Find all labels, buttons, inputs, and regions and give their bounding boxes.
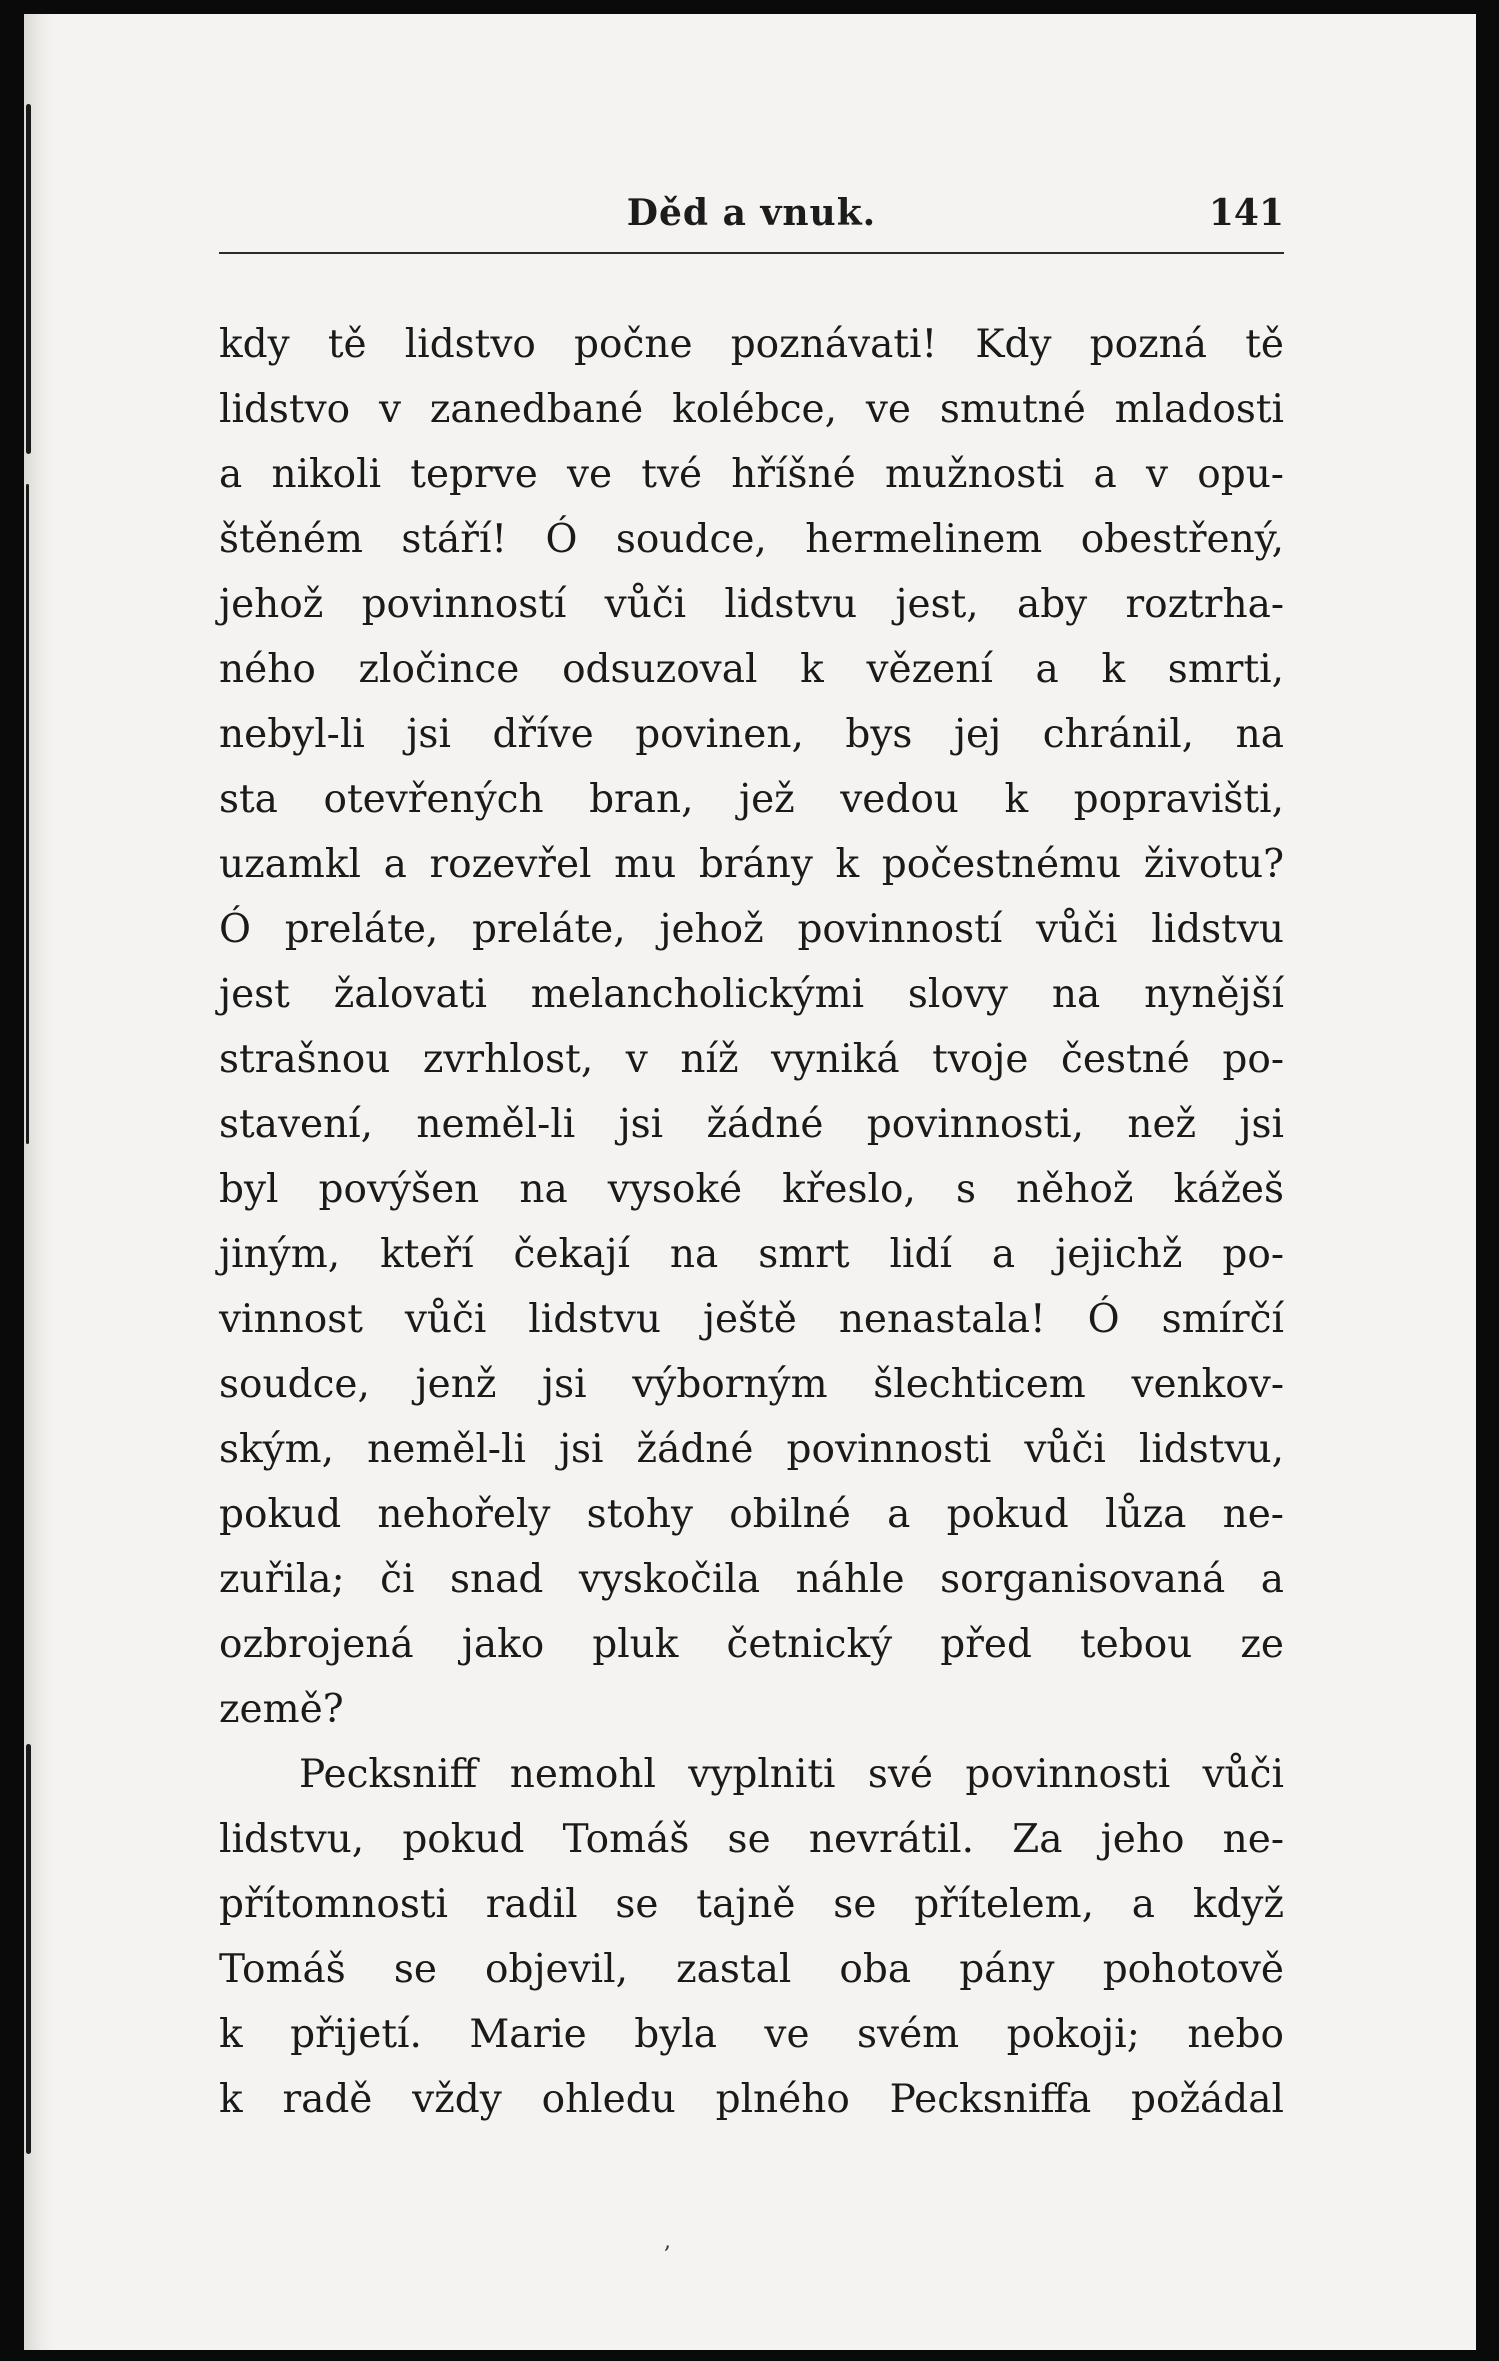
- text-line: jiným, kteří čekají na smrt lidí a jejichž po-: [219, 1232, 1284, 1277]
- stray-ink-mark: ,: [664, 2229, 671, 2254]
- page-number: 141: [1208, 192, 1284, 234]
- text-line: k přijetí. Marie byla ve svém pokoji; nebo: [219, 2012, 1284, 2057]
- text-line: Ó preláte, preláte, jehož povinností vůči lidstvu: [219, 907, 1284, 952]
- text-line: ským, neměl-li jsi žádné povinnosti vůči lidstvu,: [219, 1427, 1284, 1472]
- text-line: vinnost vůči lidstvu ještě nenastala! Ó smírčí: [219, 1297, 1284, 1342]
- text-line: sta otevřených bran, jež vedou k popravišti,: [219, 777, 1284, 822]
- paragraph: [219, 1742, 1284, 2132]
- text-line: jest žalovati melancholickými slovy na nynější: [219, 972, 1284, 1017]
- text-line: strašnou zvrhlost, v níž vyniká tvoje čestné po-: [219, 1037, 1284, 1082]
- text-line: a nikoli teprve ve tvé hříšné mužnosti a v opu-: [219, 452, 1284, 497]
- paragraph: [219, 312, 1284, 1742]
- body-text: [219, 312, 1284, 2132]
- text-line: ného zločince odsuzoval k vězení a k smrti,: [219, 647, 1284, 692]
- text-line: kdy tě lidstvo počne poznávati! Kdy pozná tě: [219, 322, 1284, 367]
- gutter-binding-mark: [26, 104, 31, 454]
- text-line: zuřila; či snad vyskočila náhle sorganisovaná a: [219, 1557, 1284, 1602]
- text-line: uzamkl a rozevřel mu brány k počestnému životu?: [219, 842, 1284, 887]
- gutter-binding-mark: [26, 1744, 31, 2154]
- text-line: Pecksniff nemohl vyplniti své povinnosti vůči: [299, 1752, 1284, 1797]
- text-line: Tomáš se objevil, zastal oba pány pohotově: [219, 1947, 1284, 1992]
- text-line: pokud nehořely stohy obilné a pokud lůza ne-: [219, 1492, 1284, 1537]
- text-line: soudce, jenž jsi výborným šlechticem venkov-: [219, 1362, 1284, 1407]
- text-line: ozbrojená jako pluk četnický před tebou ze: [219, 1622, 1284, 1667]
- text-line: k radě vždy ohledu plného Pecksniffa požádal: [219, 2077, 1284, 2122]
- book-page: [24, 14, 1476, 2350]
- text-line: přítomnosti radil se tajně se přítelem, a když: [219, 1882, 1284, 1927]
- text-line: lidstvu, pokud Tomáš se nevrátil. Za jeho ne-: [219, 1817, 1284, 1862]
- running-title: Děd a vnuk.: [626, 192, 877, 234]
- text-line: nebyl-li jsi dříve povinen, bys jej chránil, na: [219, 712, 1284, 757]
- text-line: země?: [219, 1687, 344, 1732]
- running-header: [219, 182, 1284, 254]
- text-line: jehož povinností vůči lidstvu jest, aby roztrha-: [219, 582, 1284, 627]
- text-line: štěném stáří! Ó soudce, hermelinem obestřený,: [219, 517, 1284, 562]
- text-line: stavení, neměl-li jsi žádné povinnosti, než jsi: [219, 1102, 1284, 1147]
- gutter-binding-mark: [26, 484, 29, 1144]
- text-line: lidstvo v zanedbané kolébce, ve smutné mladosti: [219, 387, 1284, 432]
- text-line: byl povýšen na vysoké křeslo, s něhož kážeš: [219, 1167, 1284, 1212]
